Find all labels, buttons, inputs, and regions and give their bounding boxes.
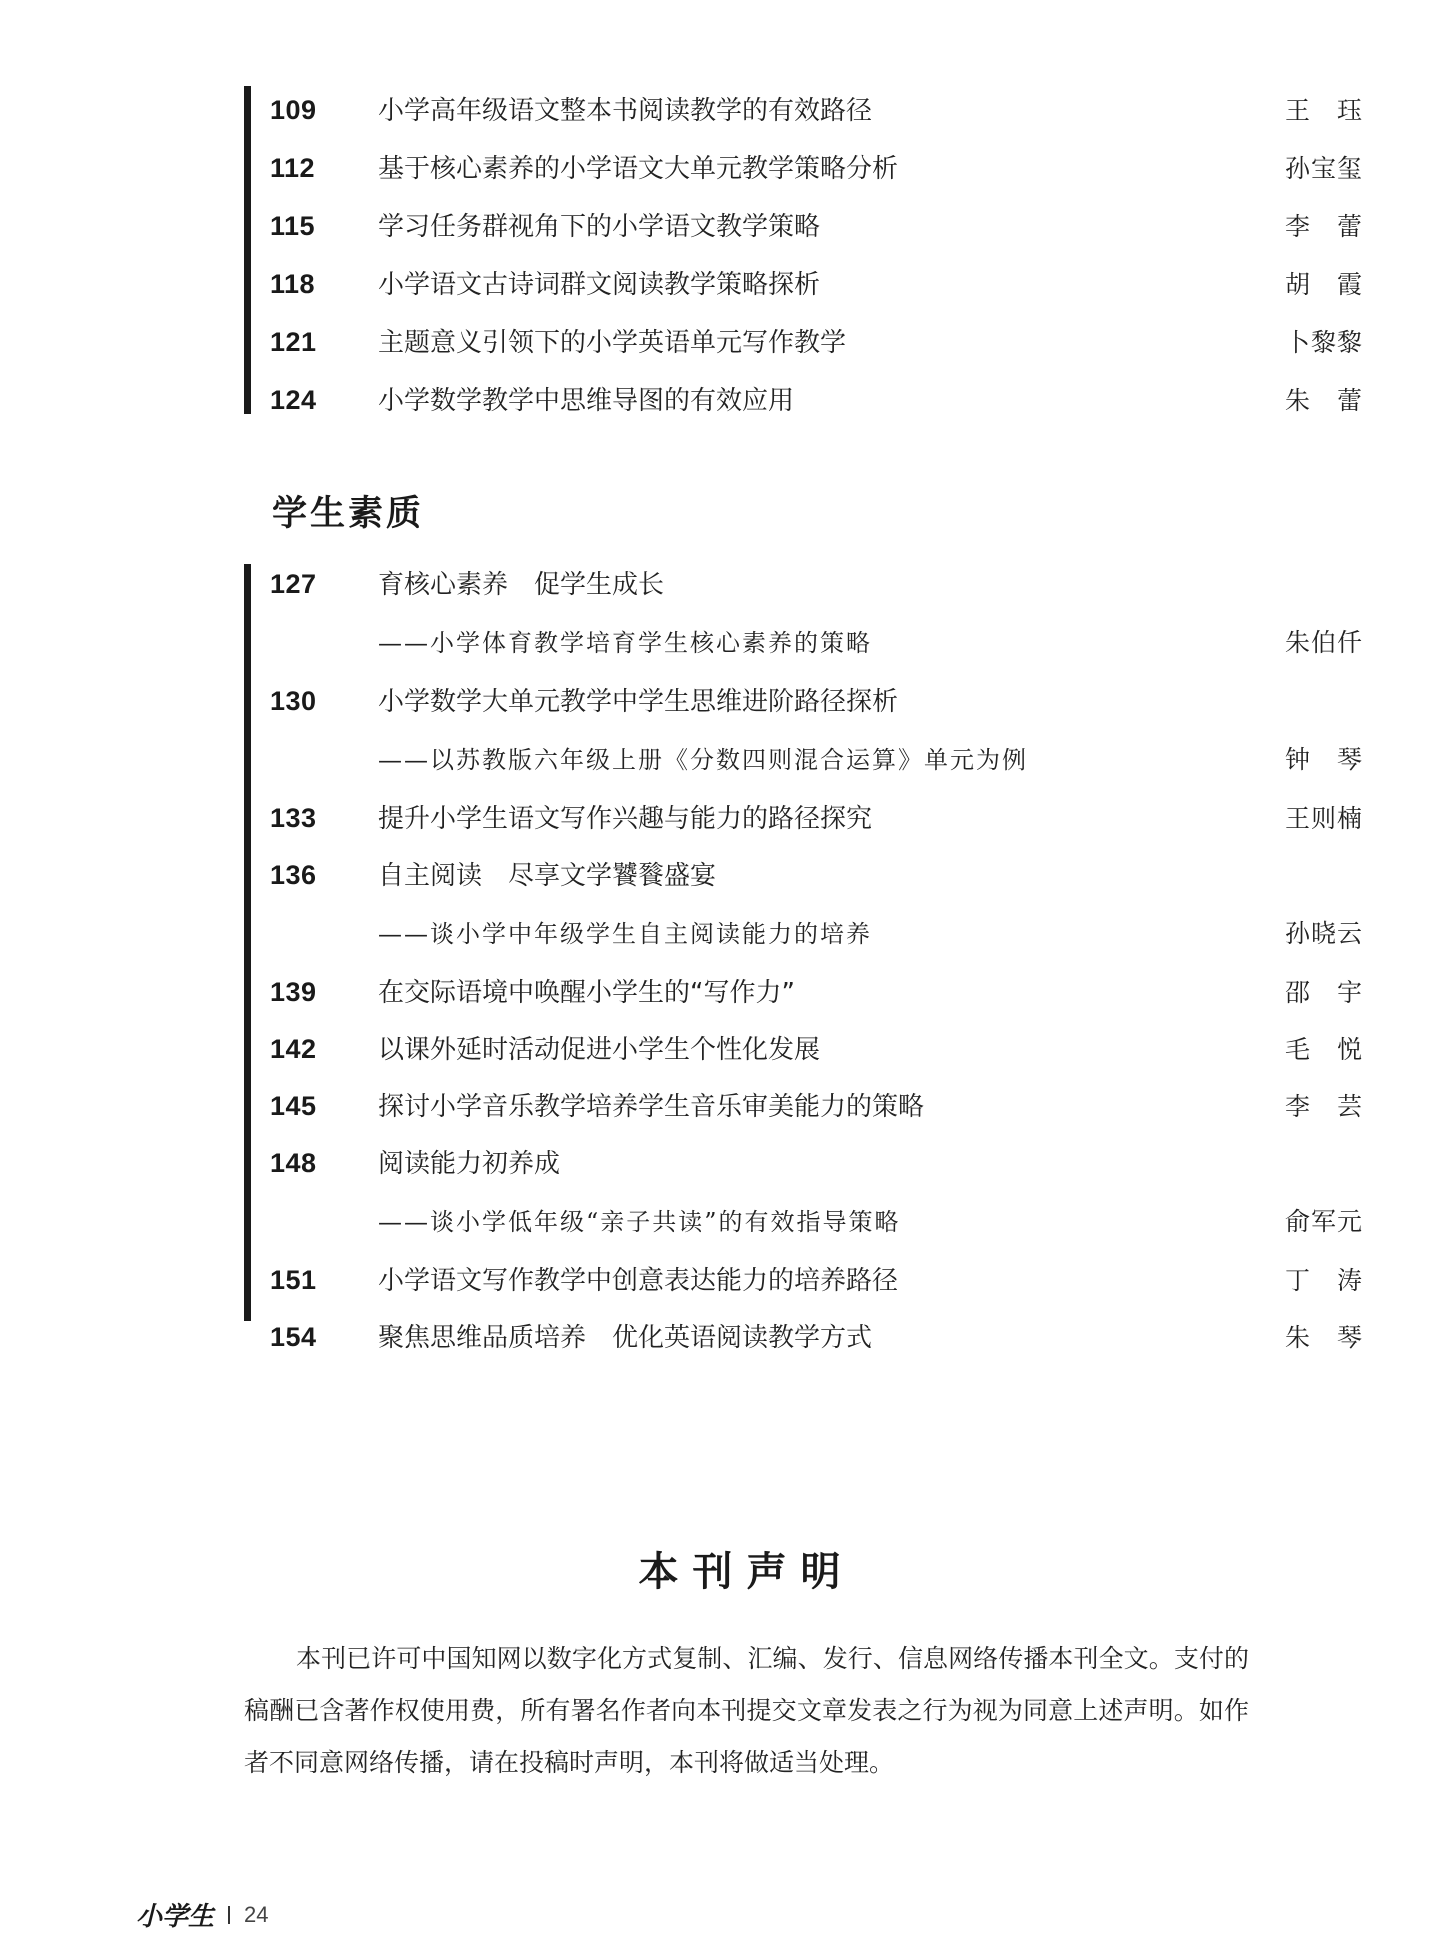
article-author: 王 珏 [1284, 96, 1363, 125]
journal-logo: 小学生 [136, 1902, 215, 1932]
page-number: 130 [270, 686, 317, 716]
article-title: 小学高年级语文整本书阅读教学的有效路径 [378, 96, 873, 126]
article-author: 卜黎黎 [1284, 328, 1363, 357]
page-number: 145 [270, 1091, 317, 1121]
toc-entry-list [244, 486, 1384, 1366]
page-number: 109 [270, 95, 317, 125]
page-number: 118 [270, 269, 316, 299]
article-author: 钟 琴 [1284, 745, 1363, 774]
page-number: 154 [270, 1322, 317, 1352]
toc-entry[interactable] [244, 847, 1384, 964]
article-title: 小学语文古诗词群文阅读教学策略探析 [378, 270, 821, 300]
toc-entry[interactable] [244, 1021, 1384, 1078]
article-title: 小学数学大单元教学中学生思维进阶路径探析 [378, 687, 899, 717]
toc-entry[interactable] [244, 256, 1384, 314]
toc-section-student-quality [244, 486, 1384, 1366]
toc-entry[interactable] [244, 1135, 1384, 1252]
toc-entry-list [244, 82, 1384, 430]
article-title: 阅读能力初养成 [378, 1149, 561, 1179]
article-author: 王则楠 [1284, 804, 1363, 833]
statement-body: 本刊已许可中国知网以数字化方式复制、汇编、发行、信息网络传播本刊全文。支付的稿酬已含著作权使用费，所有署名作者向本刊提交文章发表之行为视为同意上述声明。如作者不同意网络传播，请在投稿时声明，本刊将做适当处理。 [244, 1644, 1249, 1777]
article-title: 基于核心素养的小学语文大单元教学策略分析 [378, 154, 899, 184]
article-title: 自主阅读 尽享文学饕餮盛宴 [378, 861, 717, 891]
article-title: 探讨小学音乐教学培养学生音乐审美能力的策略 [378, 1092, 925, 1122]
page-number: 133 [270, 803, 317, 833]
article-author: 孙晓云 [1284, 919, 1363, 948]
page-number: 112 [270, 153, 316, 183]
article-subtitle: ——谈小学中年级学生自主阅读能力的培养 [378, 920, 872, 948]
article-author: 朱 琴 [1284, 1323, 1363, 1352]
article-author: 胡 霞 [1284, 270, 1363, 299]
page-number: 115 [270, 211, 316, 241]
page-number: 142 [270, 1034, 317, 1064]
article-author: 丁 涛 [1284, 1266, 1363, 1295]
article-title: 主题意义引领下的小学英语单元写作教学 [378, 328, 847, 358]
article-author: 李 蕾 [1284, 212, 1363, 241]
page-number: 139 [270, 977, 317, 1007]
page-number: 151 [270, 1265, 317, 1295]
article-title: 小学数学教学中思维导图的有效应用 [378, 386, 795, 416]
page-number: 127 [270, 569, 317, 599]
article-author: 毛 悦 [1284, 1035, 1363, 1064]
article-title: 提升小学生语文写作兴趣与能力的路径探究 [378, 804, 873, 834]
toc-entry[interactable] [244, 1309, 1384, 1366]
toc-entry[interactable] [244, 372, 1384, 430]
article-title: 学习任务群视角下的小学语文教学策略 [378, 212, 821, 242]
article-subtitle: ——小学体育教学培育学生核心素养的策略 [378, 629, 872, 657]
article-author: 朱 蕾 [1284, 386, 1363, 415]
footer-page-number: 24 [244, 1901, 269, 1927]
article-author: 邵 宇 [1284, 978, 1363, 1007]
article-title: 在交际语境中唤醒小学生的“写作力” [378, 978, 795, 1008]
journal-statement [244, 1540, 1249, 1789]
toc-entry[interactable] [244, 1252, 1384, 1309]
page-footer [136, 1896, 269, 1933]
article-title: 小学语文写作教学中创意表达能力的培养路径 [378, 1266, 899, 1296]
page-number: 148 [270, 1148, 317, 1178]
footer-divider [228, 1906, 230, 1924]
toc-section-teaching [244, 82, 1384, 430]
article-author: 朱伯仟 [1284, 628, 1363, 657]
article-subtitle: ——以苏教版六年级上册《分数四则混合运算》单元为例 [378, 746, 1028, 774]
toc-entry[interactable] [244, 790, 1384, 847]
toc-entry[interactable] [244, 964, 1384, 1021]
article-author: 俞军元 [1284, 1207, 1363, 1236]
toc-entry[interactable] [244, 556, 1384, 673]
toc-entry[interactable] [244, 1078, 1384, 1135]
section-title: 学生素质 [272, 494, 425, 534]
article-author: 孙宝玺 [1284, 154, 1363, 183]
page-number: 121 [270, 327, 317, 357]
toc-entry[interactable] [244, 198, 1384, 256]
page-number: 136 [270, 860, 317, 890]
article-title: 育核心素养 促学生成长 [378, 570, 665, 600]
article-author: 李 芸 [1284, 1092, 1363, 1121]
article-subtitle: ——谈小学低年级“亲子共读”的有效指导策略 [378, 1208, 901, 1236]
toc-entry[interactable] [244, 673, 1384, 790]
toc-entry[interactable] [244, 314, 1384, 372]
page-number: 124 [270, 385, 317, 415]
toc-entry[interactable] [244, 140, 1384, 198]
statement-heading: 本刊声明 [638, 1549, 855, 1595]
article-title: 以课外延时活动促进小学生个性化发展 [378, 1035, 821, 1065]
article-title: 聚焦思维品质培养 优化英语阅读教学方式 [378, 1323, 873, 1353]
toc-entry[interactable] [244, 82, 1384, 140]
